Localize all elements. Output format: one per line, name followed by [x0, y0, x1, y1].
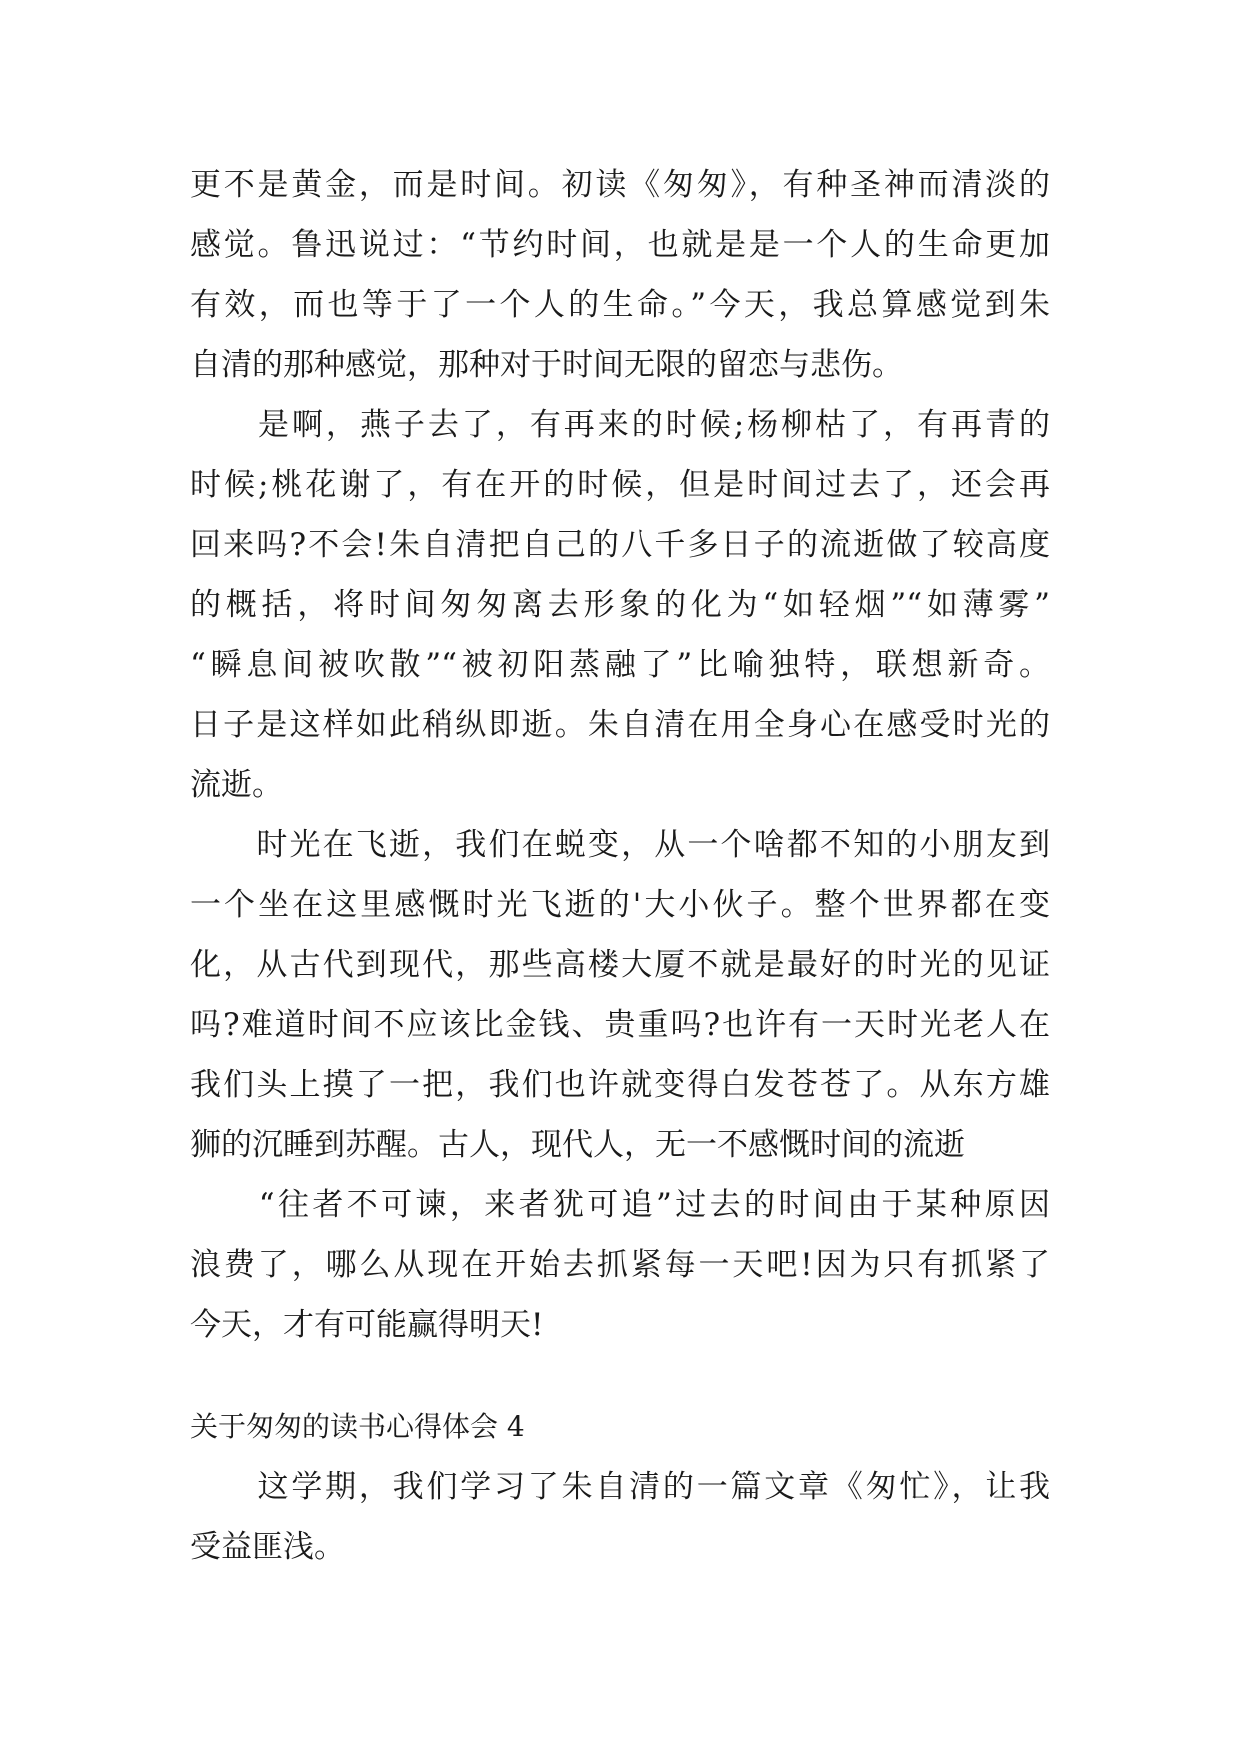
text-line: 狮的沉睡到苏醒。古人，现代人，无一不感慨时间的流逝 — [190, 1127, 965, 1163]
text-line: 的概括，将时间匆匆离去形象的化为“如轻烟”“如薄雾” — [190, 587, 1050, 623]
text-line: 化，从古代到现代，那些高楼大厦不就是最好的时光的见证 — [190, 947, 1050, 983]
text-line: 一个坐在这里感慨时光飞逝的'大小伙子。整个世界都在变 — [190, 887, 1050, 923]
section-heading: 关于匆匆的读书心得体会 4 — [190, 1410, 525, 1443]
text-line: 更不是黄金，而是时间。初读《匆匆》，有种圣神而清淡的 — [190, 167, 1050, 203]
text-line: 浪费了，哪么从现在开始去抓紧每一天吧!因为只有抓紧了 — [190, 1247, 1050, 1283]
text-line: 吗?难道时间不应该比金钱、贵重吗?也许有一天时光老人在 — [190, 1007, 1050, 1043]
text-line: 这学期，我们学习了朱自清的一篇文章《匆忙》，让我 — [190, 1469, 1050, 1505]
text-line: “往者不可谏，来者犹可追”过去的时间由于某种原因 — [190, 1187, 1050, 1223]
text-line: 流逝。 — [190, 767, 283, 803]
text-line: 是啊，燕子去了，有再来的时候;杨柳枯了，有再青的 — [190, 407, 1050, 443]
text-line: 有效，而也等于了一个人的生命。”今天，我总算感觉到朱 — [190, 287, 1050, 323]
text-line: 时光在飞逝，我们在蜕变，从一个啥都不知的小朋友到 — [190, 827, 1050, 863]
paragraph-5 — [190, 1457, 1050, 1577]
text-line: 今天，才有可能赢得明天! — [190, 1307, 544, 1343]
document-body — [190, 155, 1050, 1577]
paragraph-4 — [190, 1175, 1050, 1355]
text-line: 感觉。鲁迅说过：“节约时间，也就是是一个人的生命更加 — [190, 227, 1050, 263]
paragraph-1 — [190, 155, 1050, 395]
text-line: 回来吗?不会!朱自清把自己的八千多日子的流逝做了较高度 — [190, 527, 1050, 563]
text-line: 受益匪浅。 — [190, 1529, 345, 1565]
text-line: 我们头上摸了一把，我们也许就变得白发苍苍了。从东方雄 — [190, 1067, 1050, 1103]
text-line: “瞬息间被吹散”“被初阳蒸融了”比喻独特，联想新奇。 — [190, 647, 1050, 683]
paragraph-3 — [190, 815, 1050, 1175]
text-line: 自清的那种感觉，那种对于时间无限的留恋与悲伤。 — [190, 347, 903, 383]
text-line: 时候;桃花谢了，有在开的时候，但是时间过去了，还会再 — [190, 467, 1050, 503]
paragraph-2 — [190, 395, 1050, 815]
text-line: 日子是这样如此稍纵即逝。朱自清在用全身心在感受时光的 — [190, 707, 1050, 743]
